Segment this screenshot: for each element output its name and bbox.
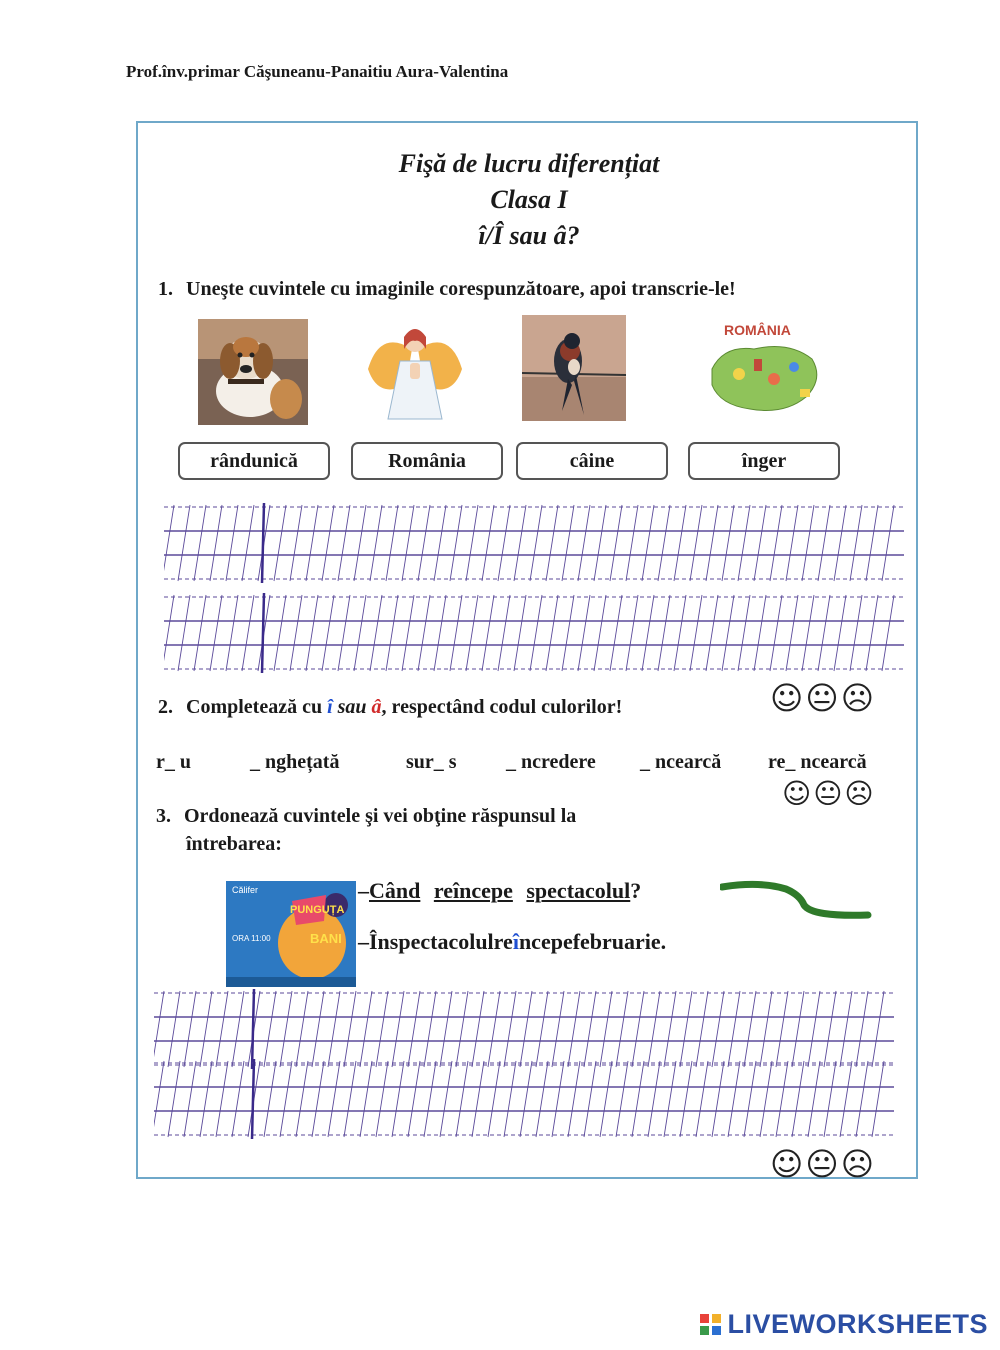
logo-text: LIVEWORKSHEETS (727, 1309, 988, 1339)
question-dash: – (358, 878, 369, 903)
writing-lines-3[interactable] (154, 989, 894, 1069)
exercise1-text: Uneşte cuvintele cu imaginile corespunzătoare, apoi transcrie-le! (186, 278, 736, 300)
exercise1-number: 1. (158, 278, 173, 300)
topic-title: î/Î sau â? (478, 221, 580, 250)
rating-smileys-1[interactable]: ☺😐☹ (770, 679, 877, 717)
exercise1-instruction (158, 278, 736, 301)
svg-text:PUNGUȚA: PUNGUȚA (290, 904, 345, 916)
word-card-inger[interactable]: înger (688, 442, 840, 480)
exercise2-number: 2. (158, 696, 173, 718)
map-label: ROMÂNIA (724, 322, 791, 338)
logo-grid-icon (699, 1313, 723, 1337)
poster-brand: Călifer (232, 885, 259, 895)
writing-lines-4[interactable] (154, 1059, 894, 1139)
writing-lines-1[interactable] (164, 503, 904, 583)
word-card-caine[interactable]: câine (516, 442, 668, 480)
letter-i-blue: î (327, 696, 333, 718)
exercise2-sau: sau (332, 696, 372, 718)
writing-lines-2[interactable] (164, 593, 904, 673)
exercise2-text-a: Completează cu (186, 696, 328, 718)
question-word-cand[interactable]: Când (369, 878, 421, 903)
theater-poster-image (226, 881, 356, 987)
exercise3-text-line1: Ordonează cuvintele şi vei obţine răspunsul la (184, 805, 577, 827)
worksheet-frame (136, 121, 918, 1183)
author-name: Prof.înv.primar Căşuneanu-Panaitiu Aura-Valentina (126, 62, 509, 81)
word-card-randunica[interactable]: rândunică (178, 442, 330, 480)
answer-letter-i: î (512, 929, 519, 954)
answer-part-1: Înspectacolulre (369, 929, 513, 954)
answer-part-2: ncepefebruarie. (518, 929, 667, 954)
svg-text:BANI: BANI (310, 931, 342, 946)
letter-a-red: â (371, 696, 382, 718)
romania-map-illustration (694, 319, 834, 425)
question-line (358, 878, 641, 904)
exercise3-instruction (156, 805, 576, 828)
question-mark: ? (630, 878, 642, 903)
exercise2-instruction (158, 696, 622, 719)
exercise3-text-line2: întrebarea: (186, 833, 282, 855)
dog-photo (198, 319, 308, 425)
liveworksheets-logo[interactable] (699, 1309, 988, 1340)
class-title: Clasa I (490, 185, 568, 214)
rating-smileys-2[interactable]: ☺😐☹ (782, 777, 876, 810)
angel-illustration (360, 319, 470, 425)
word-card-romania[interactable]: România (351, 442, 503, 480)
fragment-5[interactable]: _ ncearcă (640, 751, 722, 773)
fragment-2[interactable]: _ nghețată (250, 751, 340, 773)
swallow-bird-photo (522, 315, 626, 421)
exercise2-text-b: , respectând codul culorilor! (381, 696, 623, 718)
question-word-reincepe[interactable]: reîncepe (433, 878, 513, 903)
green-stroke-mark (720, 879, 872, 923)
answer-dash: – (358, 929, 369, 954)
exercise3-number: 3. (156, 805, 171, 827)
fragment-3[interactable]: sur_ s (406, 751, 457, 773)
rating-smileys-3[interactable]: ☺😐☹ (770, 1145, 877, 1183)
worksheet-title: Fişă de lucru diferențiat (398, 149, 660, 178)
poster-date: ORA 11:00 (232, 934, 271, 943)
fragment-1[interactable]: r_ u (156, 751, 191, 773)
question-word-spectacolul[interactable]: spectacolul (526, 878, 631, 903)
answer-line[interactable] (358, 929, 666, 955)
fragment-6[interactable]: re_ ncearcă (768, 751, 867, 773)
fragment-4[interactable]: _ ncredere (506, 751, 596, 773)
